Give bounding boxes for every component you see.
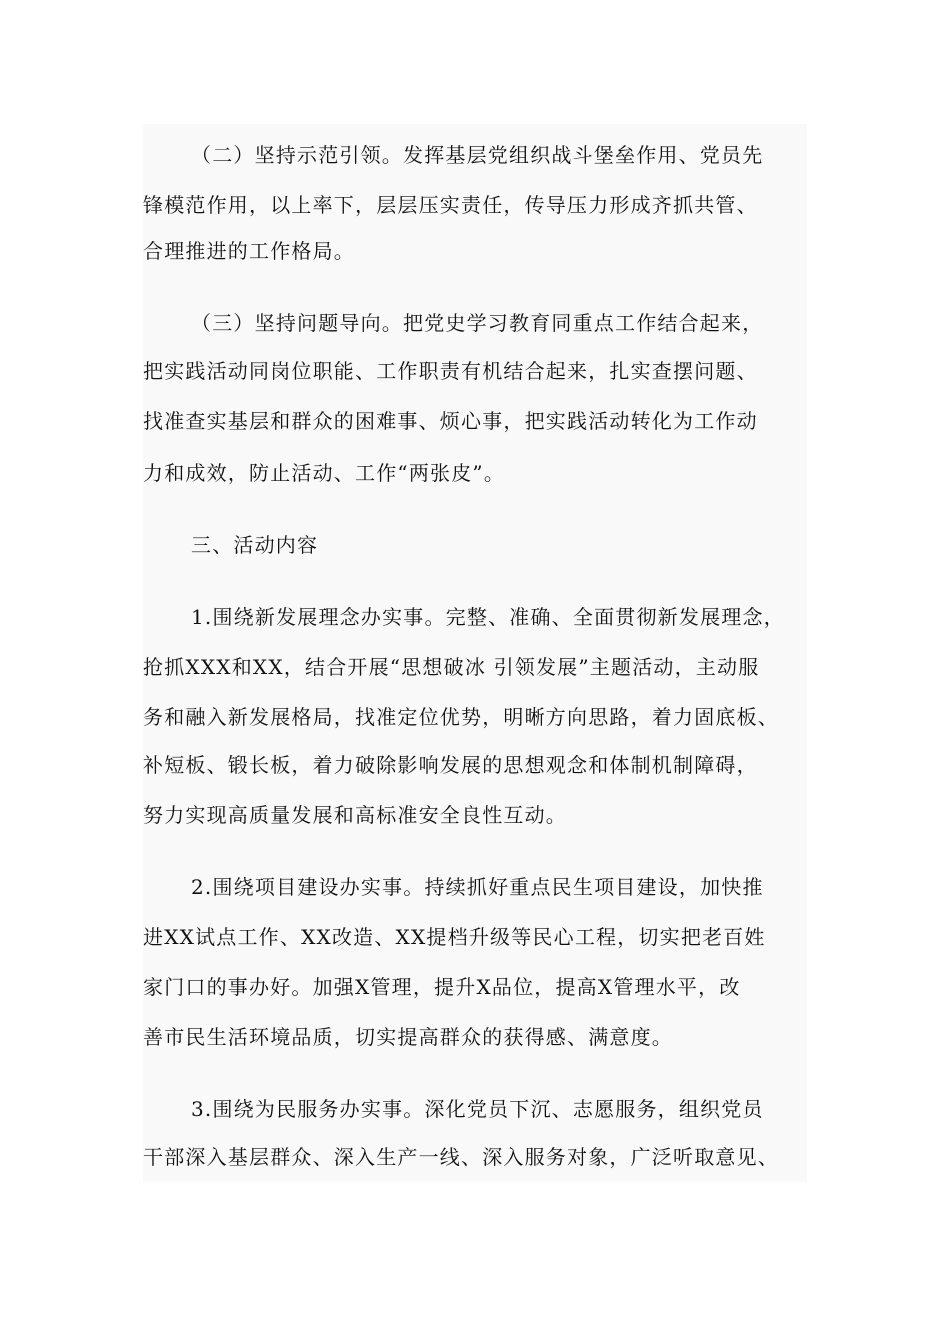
item-1-line-4: 补短板、锻长板，着力破除影响发展的思想观念和体制机制障碍， (143, 753, 758, 777)
paragraph-2-line-2: 把实践活动同岗位职能、工作职责有机结合起来，扎实查摆问题、 (143, 359, 758, 383)
paragraph-1-line-3: 合理推进的工作格局。 (143, 239, 355, 263)
item-1-line-3: 务和融入新发展格局，找准定位优势，明晰方向思路，着力固底板、 (143, 705, 779, 729)
paragraph-2-line-1: （三）坚持问题导向。把党史学习教育同重点工作结合起来， (191, 311, 764, 335)
item-2-line-2: 进XX试点工作、XX改造、XX提档升级等民心工程，切实把老百姓 (143, 925, 766, 949)
item-2-line-1: 2.围绕项目建设办实事。持续抓好重点民生项目建设，加快推 (191, 875, 764, 899)
document-page-body (143, 124, 807, 1182)
paragraph-2-line-4: 力和成效，防止活动、工作“两张皮”。 (143, 461, 506, 485)
item-1-line-1: 1.围绕新发展理念办实事。完整、准确、全面贯彻新发展理念， (191, 605, 785, 629)
item-3-line-1: 3.围绕为民服务办实事。深化党员下沉、志愿服务，组织党员 (191, 1097, 764, 1121)
item-2-line-3: 家门口的事办好。加强X管理，提升X品位，提高X管理水平，改 (143, 975, 741, 999)
item-2-line-4: 善市民生活环境品质，切实提高群众的获得感、满意度。 (143, 1025, 673, 1049)
paragraph-1-line-1: （二）坚持示范引领。发挥基层党组织战斗堡垒作用、党员先 (191, 143, 764, 167)
item-3-line-2: 干部深入基层群众、深入生产一线、深入服务对象，广泛听取意见、 (143, 1145, 779, 1169)
paragraph-1-line-2: 锋模范作用，以上率下，层层压实责任，传导压力形成齐抓共管、 (143, 193, 758, 217)
item-1-line-5: 努力实现高质量发展和高标准安全良性互动。 (143, 803, 567, 827)
item-1-line-2: 抢抓XXX和XX，结合开展“思想破冰 引领发展”主题活动，主动服 (143, 655, 760, 679)
section-heading: 三、活动内容 (191, 533, 319, 557)
paragraph-2-line-3: 找准查实基层和群众的困难事、烦心事，把实践活动转化为工作动 (143, 409, 758, 433)
